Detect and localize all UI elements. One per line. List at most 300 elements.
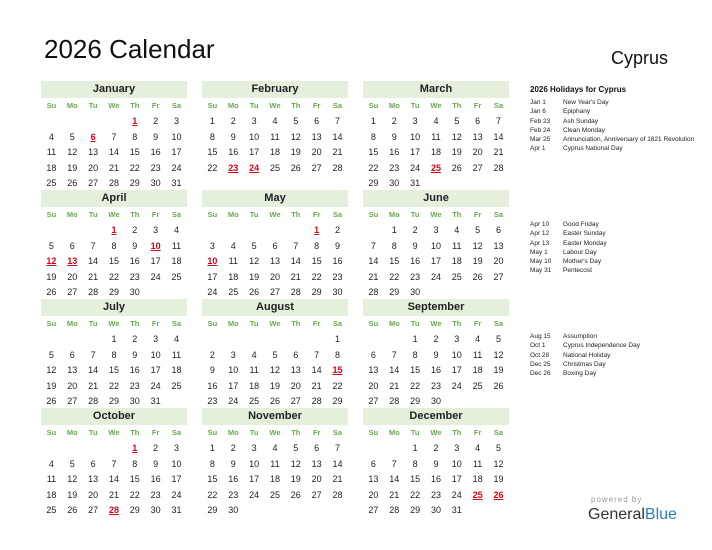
day-cell[interactable]: 20 xyxy=(368,380,379,391)
day-cell[interactable]: 15 xyxy=(368,147,379,157)
day-cell[interactable]: 3 xyxy=(209,240,215,251)
day-cell[interactable]: 6 xyxy=(90,458,96,469)
day-cell[interactable]: 7 xyxy=(90,240,96,251)
day-cell[interactable]: 3 xyxy=(173,443,179,453)
day-cell[interactable]: 15 xyxy=(410,474,421,484)
day-cell[interactable]: 30 xyxy=(430,396,441,406)
day-cell[interactable]: 4 xyxy=(173,334,179,344)
day-cell[interactable]: 13 xyxy=(290,365,301,375)
day-cell[interactable]: 21 xyxy=(88,380,99,391)
day-cell[interactable]: 3 xyxy=(251,443,257,453)
day-cell[interactable]: 29 xyxy=(207,505,218,515)
day-cell[interactable]: 5 xyxy=(48,349,54,360)
day-cell[interactable]: 22 xyxy=(129,489,140,500)
day-cell[interactable]: 6 xyxy=(495,225,501,235)
day-cell[interactable]: 1 xyxy=(412,334,418,344)
day-cell[interactable]: 17 xyxy=(207,271,218,282)
day-cell[interactable]: 7 xyxy=(391,458,397,469)
day-cell[interactable]: 12 xyxy=(67,474,78,484)
day-cell[interactable]: 4 xyxy=(272,116,278,126)
day-cell[interactable]: 22 xyxy=(332,380,343,391)
holiday-day-cell[interactable]: 6 xyxy=(90,131,96,142)
day-cell[interactable]: 21 xyxy=(368,271,379,282)
day-cell[interactable]: 10 xyxy=(171,131,182,142)
day-cell[interactable]: 27 xyxy=(368,396,379,406)
holiday-day-cell[interactable]: 10 xyxy=(207,256,218,266)
day-cell[interactable]: 23 xyxy=(228,489,239,500)
day-cell[interactable]: 17 xyxy=(171,147,182,157)
day-cell[interactable]: 19 xyxy=(451,147,462,157)
day-cell[interactable]: 19 xyxy=(46,271,57,282)
day-cell[interactable]: 11 xyxy=(249,365,259,375)
day-cell[interactable]: 24 xyxy=(150,380,161,391)
day-cell[interactable]: 4 xyxy=(173,225,179,235)
day-cell[interactable]: 20 xyxy=(472,147,483,157)
day-cell[interactable]: 21 xyxy=(290,271,301,282)
day-cell[interactable]: 28 xyxy=(290,287,301,297)
day-cell[interactable]: 10 xyxy=(249,458,260,469)
day-cell[interactable]: 17 xyxy=(249,474,260,484)
day-cell[interactable]: 16 xyxy=(207,380,218,391)
day-cell[interactable]: 15 xyxy=(410,365,421,375)
day-cell[interactable]: 2 xyxy=(153,443,159,453)
day-cell[interactable]: 3 xyxy=(153,225,159,235)
day-cell[interactable]: 23 xyxy=(150,489,161,500)
day-cell[interactable]: 28 xyxy=(311,396,322,406)
day-cell[interactable]: 27 xyxy=(311,489,322,500)
day-cell[interactable]: 19 xyxy=(46,380,57,391)
day-cell[interactable]: 29 xyxy=(311,287,322,297)
day-cell[interactable]: 12 xyxy=(493,458,504,469)
day-cell[interactable]: 26 xyxy=(451,162,462,173)
day-cell[interactable]: 14 xyxy=(332,131,343,142)
day-cell[interactable]: 19 xyxy=(472,256,483,266)
holiday-day-cell[interactable]: 12 xyxy=(46,256,57,266)
day-cell[interactable]: 19 xyxy=(290,147,301,157)
day-cell[interactable]: 1 xyxy=(370,116,376,126)
day-cell[interactable]: 3 xyxy=(412,116,418,126)
day-cell[interactable]: 23 xyxy=(410,271,421,282)
day-cell[interactable]: 8 xyxy=(111,240,117,251)
day-cell[interactable]: 27 xyxy=(472,162,483,173)
day-cell[interactable]: 2 xyxy=(153,116,159,126)
day-cell[interactable]: 17 xyxy=(171,474,182,484)
day-cell[interactable]: 2 xyxy=(433,334,439,344)
day-cell[interactable]: 27 xyxy=(368,505,379,515)
day-cell[interactable]: 21 xyxy=(332,147,343,157)
day-cell[interactable]: 27 xyxy=(67,287,78,297)
day-cell[interactable]: 18 xyxy=(171,365,182,375)
day-cell[interactable]: 9 xyxy=(153,131,159,142)
holiday-day-cell[interactable]: 28 xyxy=(108,505,119,515)
day-cell[interactable]: 17 xyxy=(451,474,462,484)
day-cell[interactable]: 3 xyxy=(153,334,159,344)
day-cell[interactable]: 29 xyxy=(129,505,140,515)
day-cell[interactable]: 23 xyxy=(389,162,400,173)
day-cell[interactable]: 18 xyxy=(472,474,483,484)
day-cell[interactable]: 25 xyxy=(249,396,260,406)
day-cell[interactable]: 27 xyxy=(269,287,280,297)
day-cell[interactable]: 13 xyxy=(88,474,99,484)
day-cell[interactable]: 18 xyxy=(269,474,280,484)
day-cell[interactable]: 13 xyxy=(269,256,280,266)
day-cell[interactable]: 24 xyxy=(451,489,462,500)
day-cell[interactable]: 13 xyxy=(311,131,322,142)
day-cell[interactable]: 3 xyxy=(173,116,179,126)
day-cell[interactable]: 2 xyxy=(132,225,138,235)
day-cell[interactable]: 5 xyxy=(475,225,481,235)
day-cell[interactable]: 18 xyxy=(269,147,280,157)
day-cell[interactable]: 26 xyxy=(493,380,504,391)
holiday-day-cell[interactable]: 26 xyxy=(493,489,504,500)
day-cell[interactable]: 30 xyxy=(410,287,421,297)
day-cell[interactable]: 20 xyxy=(311,147,322,157)
day-cell[interactable]: 17 xyxy=(228,380,239,391)
day-cell[interactable]: 15 xyxy=(108,365,119,375)
day-cell[interactable]: 30 xyxy=(332,287,343,297)
day-cell[interactable]: 4 xyxy=(475,443,481,453)
day-cell[interactable]: 16 xyxy=(389,147,400,157)
day-cell[interactable]: 28 xyxy=(493,162,504,173)
day-cell[interactable]: 26 xyxy=(46,396,57,406)
day-cell[interactable]: 13 xyxy=(88,147,99,157)
day-cell[interactable]: 6 xyxy=(272,240,278,251)
day-cell[interactable]: 14 xyxy=(332,458,343,469)
day-cell[interactable]: 19 xyxy=(249,271,260,282)
day-cell[interactable]: 4 xyxy=(251,349,257,360)
day-cell[interactable]: 23 xyxy=(129,380,140,391)
day-cell[interactable]: 23 xyxy=(430,380,441,391)
day-cell[interactable]: 27 xyxy=(67,396,78,406)
day-cell[interactable]: 28 xyxy=(88,396,99,406)
day-cell[interactable]: 24 xyxy=(410,162,421,173)
day-cell[interactable]: 26 xyxy=(67,178,78,188)
day-cell[interactable]: 17 xyxy=(150,256,161,266)
day-cell[interactable]: 5 xyxy=(69,131,75,142)
day-cell[interactable]: 28 xyxy=(332,162,343,173)
day-cell[interactable]: 30 xyxy=(150,505,161,515)
day-cell[interactable]: 21 xyxy=(108,162,119,173)
day-cell[interactable]: 16 xyxy=(150,147,161,157)
day-cell[interactable]: 7 xyxy=(293,240,299,251)
day-cell[interactable]: 30 xyxy=(430,505,441,515)
day-cell[interactable]: 11 xyxy=(171,240,182,251)
day-cell[interactable]: 4 xyxy=(230,240,236,251)
day-cell[interactable]: 16 xyxy=(430,365,441,375)
day-cell[interactable]: 22 xyxy=(389,271,400,282)
day-cell[interactable]: 15 xyxy=(129,474,140,484)
day-cell[interactable]: 29 xyxy=(410,396,421,406)
day-cell[interactable]: 2 xyxy=(433,443,439,453)
day-cell[interactable]: 10 xyxy=(249,131,260,142)
day-cell[interactable]: 31 xyxy=(410,178,421,188)
day-cell[interactable]: 26 xyxy=(67,505,78,515)
day-cell[interactable]: 27 xyxy=(311,162,322,173)
day-cell[interactable]: 5 xyxy=(69,458,75,469)
day-cell[interactable]: 16 xyxy=(129,256,140,266)
day-cell[interactable]: 12 xyxy=(493,349,504,360)
day-cell[interactable]: 21 xyxy=(493,147,504,157)
day-cell[interactable]: 11 xyxy=(228,256,238,266)
day-cell[interactable]: 2 xyxy=(230,443,236,453)
day-cell[interactable]: 29 xyxy=(389,287,400,297)
day-cell[interactable]: 31 xyxy=(171,178,182,188)
day-cell[interactable]: 1 xyxy=(209,116,215,126)
day-cell[interactable]: 29 xyxy=(108,396,119,406)
day-cell[interactable]: 20 xyxy=(88,162,99,173)
day-cell[interactable]: 9 xyxy=(153,458,159,469)
day-cell[interactable]: 19 xyxy=(67,162,78,173)
day-cell[interactable]: 28 xyxy=(332,489,343,500)
day-cell[interactable]: 2 xyxy=(209,349,215,360)
day-cell[interactable]: 31 xyxy=(451,505,462,515)
day-cell[interactable]: 17 xyxy=(430,256,441,266)
day-cell[interactable]: 5 xyxy=(495,334,501,344)
holiday-day-cell[interactable]: 13 xyxy=(67,256,78,266)
day-cell[interactable]: 10 xyxy=(430,240,441,251)
day-cell[interactable]: 22 xyxy=(410,489,421,500)
day-cell[interactable]: 2 xyxy=(132,334,138,344)
day-cell[interactable]: 29 xyxy=(332,396,343,406)
day-cell[interactable]: 5 xyxy=(272,349,278,360)
day-cell[interactable]: 8 xyxy=(209,458,215,469)
day-cell[interactable]: 17 xyxy=(451,365,462,375)
day-cell[interactable]: 4 xyxy=(48,458,54,469)
day-cell[interactable]: 31 xyxy=(150,396,161,406)
holiday-day-cell[interactable]: 1 xyxy=(132,116,138,126)
day-cell[interactable]: 4 xyxy=(433,116,439,126)
day-cell[interactable]: 14 xyxy=(311,365,322,375)
day-cell[interactable]: 26 xyxy=(472,271,483,282)
day-cell[interactable]: 9 xyxy=(391,131,397,142)
day-cell[interactable]: 29 xyxy=(108,287,119,297)
day-cell[interactable]: 12 xyxy=(67,147,78,157)
day-cell[interactable]: 22 xyxy=(311,271,322,282)
day-cell[interactable]: 26 xyxy=(290,162,301,173)
day-cell[interactable]: 15 xyxy=(389,256,400,266)
day-cell[interactable]: 3 xyxy=(454,334,460,344)
day-cell[interactable]: 21 xyxy=(88,271,99,282)
day-cell[interactable]: 9 xyxy=(412,240,418,251)
day-cell[interactable]: 21 xyxy=(389,489,400,500)
holiday-day-cell[interactable]: 25 xyxy=(472,489,483,500)
day-cell[interactable]: 7 xyxy=(90,349,96,360)
day-cell[interactable]: 28 xyxy=(88,287,99,297)
day-cell[interactable]: 1 xyxy=(111,334,117,344)
day-cell[interactable]: 23 xyxy=(332,271,343,282)
day-cell[interactable]: 21 xyxy=(389,380,400,391)
day-cell[interactable]: 9 xyxy=(433,458,439,469)
day-cell[interactable]: 12 xyxy=(46,365,57,375)
day-cell[interactable]: 3 xyxy=(230,349,236,360)
day-cell[interactable]: 27 xyxy=(290,396,301,406)
day-cell[interactable]: 30 xyxy=(150,178,161,188)
day-cell[interactable]: 8 xyxy=(370,131,376,142)
day-cell[interactable]: 20 xyxy=(493,256,504,266)
holiday-day-cell[interactable]: 1 xyxy=(132,443,138,453)
day-cell[interactable]: 8 xyxy=(132,131,138,142)
day-cell[interactable]: 22 xyxy=(129,162,140,173)
day-cell[interactable]: 25 xyxy=(472,380,483,391)
day-cell[interactable]: 6 xyxy=(314,443,320,453)
holiday-day-cell[interactable]: 24 xyxy=(249,162,260,173)
day-cell[interactable]: 2 xyxy=(334,225,340,235)
day-cell[interactable]: 10 xyxy=(228,365,239,375)
day-cell[interactable]: 15 xyxy=(311,256,322,266)
day-cell[interactable]: 11 xyxy=(46,474,57,484)
holiday-day-cell[interactable]: 25 xyxy=(430,162,441,173)
day-cell[interactable]: 19 xyxy=(493,365,504,375)
day-cell[interactable]: 9 xyxy=(209,365,215,375)
day-cell[interactable]: 21 xyxy=(108,489,119,500)
day-cell[interactable]: 29 xyxy=(129,178,140,188)
day-cell[interactable]: 30 xyxy=(228,505,239,515)
day-cell[interactable]: 13 xyxy=(368,474,379,484)
day-cell[interactable]: 9 xyxy=(230,458,236,469)
day-cell[interactable]: 27 xyxy=(493,271,504,282)
day-cell[interactable]: 4 xyxy=(475,334,481,344)
day-cell[interactable]: 25 xyxy=(171,271,182,282)
day-cell[interactable]: 10 xyxy=(171,458,182,469)
day-cell[interactable]: 1 xyxy=(209,443,215,453)
day-cell[interactable]: 11 xyxy=(270,131,280,142)
day-cell[interactable]: 14 xyxy=(108,147,119,157)
day-cell[interactable]: 14 xyxy=(108,474,119,484)
day-cell[interactable]: 12 xyxy=(249,256,260,266)
holiday-day-cell[interactable]: 1 xyxy=(314,225,320,235)
day-cell[interactable]: 16 xyxy=(150,474,161,484)
day-cell[interactable]: 20 xyxy=(67,380,78,391)
day-cell[interactable]: 31 xyxy=(171,505,182,515)
day-cell[interactable]: 9 xyxy=(132,240,138,251)
day-cell[interactable]: 5 xyxy=(495,443,501,453)
day-cell[interactable]: 6 xyxy=(370,349,376,360)
day-cell[interactable]: 28 xyxy=(108,178,119,188)
day-cell[interactable]: 5 xyxy=(293,443,299,453)
day-cell[interactable]: 23 xyxy=(430,489,441,500)
day-cell[interactable]: 23 xyxy=(207,396,218,406)
day-cell[interactable]: 7 xyxy=(370,240,376,251)
day-cell[interactable]: 9 xyxy=(230,131,236,142)
day-cell[interactable]: 18 xyxy=(46,489,57,500)
day-cell[interactable]: 3 xyxy=(433,225,439,235)
day-cell[interactable]: 9 xyxy=(433,349,439,360)
day-cell[interactable]: 8 xyxy=(412,458,418,469)
day-cell[interactable]: 22 xyxy=(207,162,218,173)
day-cell[interactable]: 26 xyxy=(290,489,301,500)
day-cell[interactable]: 25 xyxy=(46,505,57,515)
day-cell[interactable]: 22 xyxy=(108,380,119,391)
day-cell[interactable]: 8 xyxy=(111,349,117,360)
day-cell[interactable]: 15 xyxy=(129,147,140,157)
day-cell[interactable]: 20 xyxy=(67,271,78,282)
day-cell[interactable]: 20 xyxy=(290,380,301,391)
day-cell[interactable]: 14 xyxy=(389,365,400,375)
day-cell[interactable]: 29 xyxy=(410,505,421,515)
day-cell[interactable]: 25 xyxy=(269,162,280,173)
day-cell[interactable]: 18 xyxy=(451,256,462,266)
day-cell[interactable]: 6 xyxy=(69,240,75,251)
day-cell[interactable]: 22 xyxy=(207,489,218,500)
day-cell[interactable]: 29 xyxy=(368,178,379,188)
day-cell[interactable]: 23 xyxy=(150,162,161,173)
day-cell[interactable]: 24 xyxy=(171,162,182,173)
day-cell[interactable]: 11 xyxy=(452,240,462,251)
day-cell[interactable]: 11 xyxy=(472,349,483,360)
day-cell[interactable]: 24 xyxy=(207,287,218,297)
day-cell[interactable]: 11 xyxy=(431,131,441,142)
day-cell[interactable]: 19 xyxy=(269,380,280,391)
day-cell[interactable]: 18 xyxy=(228,271,239,282)
day-cell[interactable]: 17 xyxy=(150,365,161,375)
day-cell[interactable]: 13 xyxy=(67,365,78,375)
day-cell[interactable]: 20 xyxy=(269,271,280,282)
day-cell[interactable]: 8 xyxy=(334,349,340,360)
day-cell[interactable]: 16 xyxy=(228,147,239,157)
day-cell[interactable]: 2 xyxy=(391,116,397,126)
day-cell[interactable]: 9 xyxy=(132,349,138,360)
day-cell[interactable]: 30 xyxy=(129,396,140,406)
day-cell[interactable]: 21 xyxy=(311,380,322,391)
day-cell[interactable]: 21 xyxy=(332,474,343,484)
day-cell[interactable]: 18 xyxy=(249,380,260,391)
day-cell[interactable]: 30 xyxy=(129,287,140,297)
day-cell[interactable]: 13 xyxy=(472,131,483,142)
day-cell[interactable]: 30 xyxy=(389,178,400,188)
holiday-day-cell[interactable]: 10 xyxy=(150,240,161,251)
day-cell[interactable]: 1 xyxy=(334,334,340,344)
day-cell[interactable]: 18 xyxy=(171,256,182,266)
day-cell[interactable]: 25 xyxy=(228,287,239,297)
day-cell[interactable]: 6 xyxy=(293,349,299,360)
day-cell[interactable]: 7 xyxy=(391,349,397,360)
day-cell[interactable]: 26 xyxy=(46,287,57,297)
day-cell[interactable]: 5 xyxy=(454,116,460,126)
day-cell[interactable]: 18 xyxy=(472,365,483,375)
day-cell[interactable]: 4 xyxy=(272,443,278,453)
brand-logo[interactable] xyxy=(588,506,677,524)
day-cell[interactable]: 12 xyxy=(290,131,301,142)
holiday-day-cell[interactable]: 1 xyxy=(111,225,117,235)
day-cell[interactable]: 8 xyxy=(412,349,418,360)
day-cell[interactable]: 14 xyxy=(290,256,301,266)
day-cell[interactable]: 18 xyxy=(46,162,57,173)
day-cell[interactable]: 11 xyxy=(171,349,182,360)
day-cell[interactable]: 8 xyxy=(391,240,397,251)
day-cell[interactable]: 11 xyxy=(46,147,57,157)
day-cell[interactable]: 27 xyxy=(88,178,99,188)
day-cell[interactable]: 6 xyxy=(69,349,75,360)
day-cell[interactable]: 16 xyxy=(129,365,140,375)
day-cell[interactable]: 12 xyxy=(290,458,301,469)
day-cell[interactable]: 5 xyxy=(48,240,54,251)
day-cell[interactable]: 24 xyxy=(171,489,182,500)
day-cell[interactable]: 8 xyxy=(209,131,215,142)
day-cell[interactable]: 16 xyxy=(430,474,441,484)
day-cell[interactable]: 13 xyxy=(493,240,504,251)
day-cell[interactable]: 24 xyxy=(249,489,260,500)
day-cell[interactable]: 15 xyxy=(108,256,119,266)
day-cell[interactable]: 24 xyxy=(430,271,441,282)
holiday-day-cell[interactable]: 23 xyxy=(228,162,239,173)
day-cell[interactable]: 2 xyxy=(412,225,418,235)
day-cell[interactable]: 12 xyxy=(269,365,280,375)
holiday-day-cell[interactable]: 15 xyxy=(332,365,343,375)
day-cell[interactable]: 9 xyxy=(334,240,340,251)
day-cell[interactable]: 16 xyxy=(228,474,239,484)
day-cell[interactable]: 22 xyxy=(410,380,421,391)
day-cell[interactable]: 14 xyxy=(368,256,379,266)
